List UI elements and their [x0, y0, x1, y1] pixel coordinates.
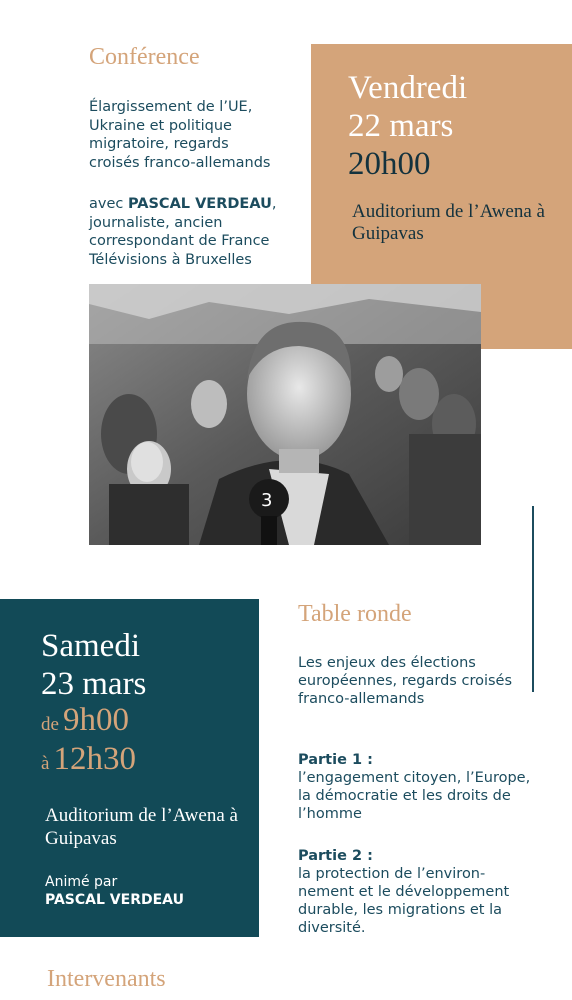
part2-text: la protection de l’environ-nement et le développement durable, les migrations et la diversité. [298, 866, 510, 936]
part1-text: l’engagement citoyen, l’Europe, la démocratie et les droits de l’homme [298, 770, 531, 822]
svg-text:3: 3 [261, 490, 273, 511]
start-prefix: de [41, 714, 59, 735]
saturday-day: Samedi [41, 628, 140, 664]
end-prefix: à [41, 753, 50, 774]
speaker-bio: , journaliste, ancien correspondant de France Télévisions à Bruxelles [89, 196, 277, 268]
part1-label: Partie 1 : [298, 752, 373, 768]
round-table-subject: Les enjeux des élections européennes, regards croisés franco-allemands [298, 655, 513, 707]
saturday-end [41, 741, 136, 778]
speaker-photo [89, 284, 481, 545]
speaker-prefix: avec [89, 196, 128, 212]
end-time: 12h30 [53, 741, 136, 777]
part2-label: Partie 2 : [298, 848, 373, 864]
speaker-name: PASCAL VERDEAU [127, 196, 272, 212]
saturday-start [41, 702, 129, 739]
friday-time: 20h00 [348, 146, 431, 182]
friday-date: 22 mars [348, 108, 454, 144]
host-name: PASCAL VERDEAU [45, 892, 184, 908]
saturday-place: Auditorium de l’Awena à Guipavas [45, 805, 238, 849]
start-time: 9h00 [62, 702, 129, 738]
friday-place: Auditorium de l’Awena à Guipavas [352, 201, 545, 244]
conference-subject: Élargissement de l’UE, Ukraine et politique migratoire, regards croisés franco-allemands [89, 99, 271, 171]
speakers-heading: Intervenants [47, 966, 166, 992]
speaker-photo-image [89, 284, 481, 545]
round-table-heading: Table ronde [298, 601, 412, 627]
friday-day: Vendredi [348, 70, 468, 106]
saturday-date: 23 mars [41, 666, 147, 702]
host-label: Animé par [45, 874, 118, 890]
conference-heading: Conférence [89, 44, 200, 70]
conference-speaker [89, 195, 294, 269]
